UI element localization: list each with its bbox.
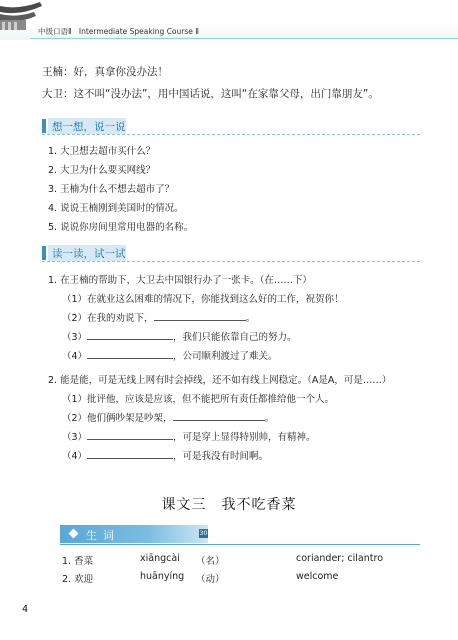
exercise-sub-item — [62, 348, 278, 362]
vocab-heading-bg — [60, 525, 208, 543]
sub-number: （4） — [62, 351, 88, 362]
sub-text-after: 。 — [245, 313, 256, 324]
exercise-sub-item — [62, 310, 255, 324]
vocab-english: welcome — [296, 571, 339, 582]
dialog-text: 这不叫“没办法”，用中国话说，这叫“在家靠父母，出门靠朋友”。 — [73, 88, 379, 100]
sub-text: 他们俩吵架是吵架， — [87, 413, 173, 424]
fill-blank[interactable] — [154, 311, 246, 321]
question-item: 1. 大卫想去超市买什么？ — [48, 146, 156, 157]
sub-text: 在我的劝说下， — [87, 313, 154, 324]
page-header — [0, 0, 458, 40]
sub-number: （3） — [62, 432, 88, 443]
sub-number: （4） — [62, 451, 88, 462]
question-item: 2. 大卫为什么要买网线？ — [48, 165, 156, 176]
sub-text: 在就业这么困难的情况下，你能找到这么好的工作，祝贺你！ — [87, 294, 344, 305]
vocab-heading — [60, 525, 208, 543]
book-title: 中级口语Ⅱ — [38, 27, 72, 36]
section-heading-read-try — [42, 245, 132, 261]
sub-text-after: 。 — [264, 413, 275, 424]
exercise-sub-item — [62, 410, 274, 424]
section-title: 想一想，说一说 — [52, 121, 126, 133]
sub-number: （1） — [62, 394, 88, 405]
fill-blank[interactable] — [87, 430, 173, 440]
sub-text: ，公司顺利渡过了难关。 — [173, 351, 278, 362]
exercise-sub-item — [62, 448, 268, 462]
dialog-line-2 — [42, 86, 379, 101]
speaker-name: 王楠： — [42, 66, 74, 78]
dialog-text: 好，真拿你没办法！ — [73, 66, 168, 78]
speaker-name: 大卫： — [42, 88, 74, 100]
header-title — [38, 26, 199, 37]
vocab-part-of-speech: （名） — [196, 556, 225, 567]
vocab-pinyin: huānyíng — [140, 571, 185, 582]
vocab-divider — [60, 544, 420, 545]
sub-text: ，可是穿上显得特别帅，有精神。 — [173, 432, 316, 443]
vocab-pinyin: xiāngcài — [140, 553, 180, 564]
exercise-prompt: 2. 能是能，可是无线上网有时会掉线，还不如有线上网稳定。（A是A，可是……） — [48, 375, 392, 386]
section-divider — [42, 261, 420, 262]
vocab-label: 生词 — [86, 529, 120, 542]
sub-text: ，我们只能依靠自己的努力。 — [173, 332, 297, 343]
sub-number: （1） — [62, 294, 88, 305]
vocab-word: 2. 欢迎 — [62, 574, 94, 585]
fill-blank[interactable] — [87, 449, 173, 459]
vocab-part-of-speech: （动） — [196, 574, 225, 585]
fill-blank[interactable] — [87, 349, 173, 359]
header-divider — [30, 38, 458, 39]
exercise-sub-item — [62, 429, 316, 443]
book-subtitle: Intermediate Speaking Course Ⅱ — [78, 27, 199, 36]
vocab-english: coriander; cilantro — [296, 553, 384, 564]
sub-number: （2） — [62, 413, 88, 424]
fill-blank[interactable] — [87, 330, 173, 340]
exercise-sub-item — [62, 329, 297, 343]
section-divider — [42, 134, 420, 135]
sub-text: 批评他，应该是应该，但不能把所有责任都推给他一个人。 — [87, 394, 335, 405]
section-marker — [42, 246, 46, 260]
sub-number: （3） — [62, 332, 88, 343]
page-number: 4 — [22, 604, 29, 615]
dialog-line-1 — [42, 64, 168, 79]
lesson-title: 课文三 我不吃香菜 — [161, 497, 297, 513]
question-item: 4. 说说王楠刚到美国时的情况。 — [48, 203, 184, 214]
section-marker — [42, 119, 46, 133]
sub-number: （2） — [62, 313, 88, 324]
section-heading-think-talk — [42, 118, 132, 134]
question-item: 5. 说说你房间里常用电器的名称。 — [48, 222, 194, 233]
fill-blank[interactable] — [173, 411, 265, 421]
exercise-sub-item — [62, 291, 344, 305]
exercise-prompt: 1. 在王楠的帮助下，大卫去中国银行办了一张卡。（在……下） — [48, 275, 312, 286]
vocab-word: 1. 香菜 — [62, 556, 94, 567]
question-item: 3. 王楠为什么不想去超市了？ — [48, 184, 175, 195]
exercise-sub-item — [62, 391, 334, 405]
sub-text: ，可是我没有时间啊。 — [173, 451, 269, 462]
section-title: 读一读，试一试 — [52, 248, 126, 260]
audio-track-badge: 30 — [199, 530, 208, 537]
